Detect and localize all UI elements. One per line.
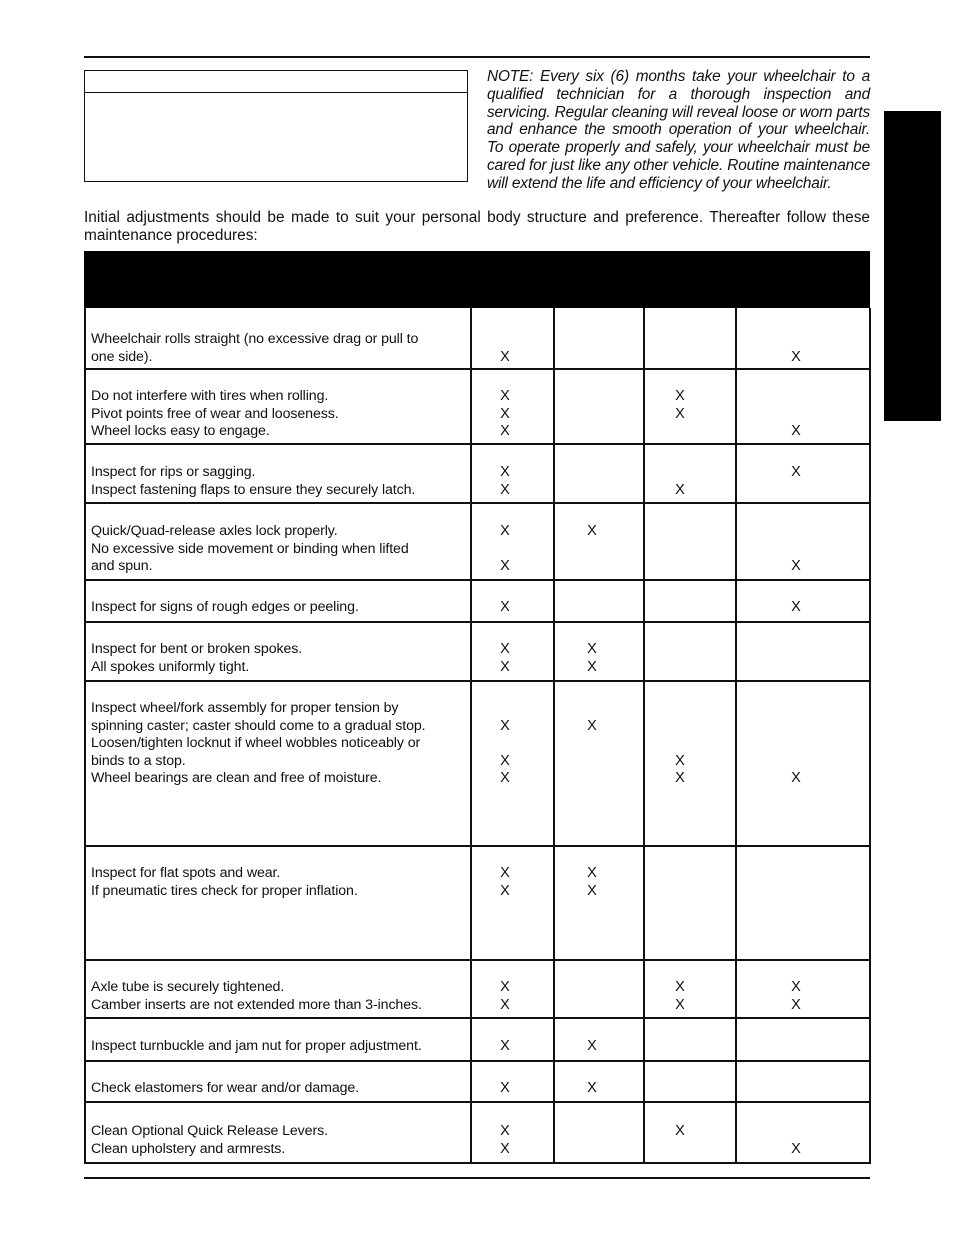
check-mark: X <box>791 464 801 480</box>
check-mark: X <box>675 405 685 422</box>
procedure-text: Wheel bearings are clean and free of moisture. <box>91 770 382 786</box>
check-mark: X <box>675 770 685 786</box>
check-mark: X <box>587 865 597 881</box>
check-mark: X <box>587 1080 597 1096</box>
check-mark: X <box>500 882 510 899</box>
procedure-text: No excessive side movement or binding when lifted <box>91 540 409 557</box>
procedure-text: Inspect for rips or sagging. <box>91 464 256 480</box>
section-tab <box>884 111 941 421</box>
row-divider <box>84 579 870 581</box>
check-mark: X <box>500 996 510 1013</box>
check-mark: X <box>791 348 801 365</box>
check-mark: X <box>587 882 597 899</box>
row-divider <box>84 621 870 623</box>
column-divider <box>643 308 645 1164</box>
column-divider <box>869 308 871 1164</box>
procedure-text: Pivot points free of wear and looseness. <box>91 405 339 422</box>
procedure-text: spinning caster; caster should come to a gradual stop. <box>91 717 426 734</box>
procedure-text: Inspect for flat spots and wear. <box>91 865 281 881</box>
check-mark: X <box>791 996 801 1013</box>
row-divider <box>84 1101 870 1103</box>
maintenance-note: NOTE: Every six (6) months take your wheelchair to a qualified technician for a thorough inspection and servicing. Regular cleaning will reveal loose or worn parts and enhance the smooth operation of your wheelchair. To operate properly and safely, your wheelchair must be cared for just like any other vehicle. Routine maintenance will extend the life and efficiency of your wheelchair. <box>487 68 870 192</box>
check-mark: X <box>500 658 510 675</box>
row-divider <box>84 368 870 370</box>
procedure-text: Clean Optional Quick Release Levers. <box>91 1123 328 1139</box>
procedure-text: Quick/Quad-release axles lock properly. <box>91 523 338 539</box>
row-divider <box>84 443 870 445</box>
procedure-text: binds to a stop. <box>91 752 186 769</box>
check-mark: X <box>500 348 510 365</box>
procedure-text: Loosen/tighten locknut if wheel wobbles noticeably or <box>91 735 421 751</box>
intro-paragraph: Initial adjustments should be made to suit your personal body structure and preference. Thereafter follow these maintenance procedures: <box>84 209 870 244</box>
column-divider <box>735 308 737 1164</box>
check-mark: X <box>500 464 510 480</box>
check-mark: X <box>500 1080 510 1096</box>
check-mark: X <box>791 1140 801 1157</box>
procedure-text: Wheel locks easy to engage. <box>91 423 270 439</box>
check-mark: X <box>500 770 510 786</box>
column-divider <box>470 308 472 1164</box>
check-mark: X <box>675 1123 685 1139</box>
procedure-text: Do not interfere with tires when rolling. <box>91 388 329 404</box>
procedure-text: If pneumatic tires check for proper inflation. <box>91 882 358 899</box>
check-mark: X <box>500 1038 510 1054</box>
row-divider <box>84 1017 870 1019</box>
check-mark: X <box>500 865 510 881</box>
check-mark: X <box>500 405 510 422</box>
check-mark: X <box>675 388 685 404</box>
check-mark: X <box>500 481 510 498</box>
check-mark: X <box>587 658 597 675</box>
check-mark: X <box>791 558 801 574</box>
check-mark: X <box>791 423 801 439</box>
check-mark: X <box>500 979 510 995</box>
row-divider <box>84 1162 870 1164</box>
table-header <box>84 251 870 308</box>
check-mark: X <box>675 481 685 498</box>
check-mark: X <box>500 1140 510 1157</box>
procedure-text: Wheelchair rolls straight (no excessive drag or pull to <box>91 331 419 347</box>
procedure-text: one side). <box>91 348 153 365</box>
column-divider <box>553 308 555 1164</box>
bottom-rule <box>84 1177 870 1179</box>
procedure-text: Axle tube is securely tightened. <box>91 979 285 995</box>
check-mark: X <box>500 717 510 734</box>
column-divider <box>84 308 86 1164</box>
check-mark: X <box>675 996 685 1013</box>
check-mark: X <box>791 599 801 615</box>
procedure-text: Inspect fastening flaps to ensure they securely latch. <box>91 481 416 498</box>
row-divider <box>84 959 870 961</box>
check-mark: X <box>500 599 510 615</box>
check-mark: X <box>500 752 510 769</box>
row-divider <box>84 502 870 504</box>
row-divider <box>84 1060 870 1062</box>
check-mark: X <box>500 423 510 439</box>
check-mark: X <box>500 388 510 404</box>
check-mark: X <box>500 1123 510 1139</box>
check-mark: X <box>791 979 801 995</box>
check-mark: X <box>587 717 597 734</box>
procedure-text: Inspect turnbuckle and jam nut for proper adjustment. <box>91 1038 422 1054</box>
check-mark: X <box>587 523 597 539</box>
check-mark: X <box>500 558 510 574</box>
check-mark: X <box>587 641 597 657</box>
heading-box-divider <box>85 92 467 93</box>
procedure-text: Inspect for bent or broken spokes. <box>91 641 303 657</box>
row-divider <box>84 680 870 682</box>
maintenance-table <box>84 251 870 1164</box>
procedure-text: Camber inserts are not extended more than 3-inches. <box>91 996 422 1013</box>
top-rule <box>84 56 870 58</box>
check-mark: X <box>500 641 510 657</box>
check-mark: X <box>675 752 685 769</box>
procedure-text: Clean upholstery and armrests. <box>91 1140 286 1157</box>
procedure-text: Inspect for signs of rough edges or peeling. <box>91 599 359 615</box>
procedure-text: Check elastomers for wear and/or damage. <box>91 1080 360 1096</box>
check-mark: X <box>587 1038 597 1054</box>
heading-box <box>84 70 468 182</box>
check-mark: X <box>675 979 685 995</box>
check-mark: X <box>791 770 801 786</box>
procedure-text: All spokes uniformly tight. <box>91 658 250 675</box>
procedure-text: and spun. <box>91 558 153 574</box>
procedure-text: Inspect wheel/fork assembly for proper tension by <box>91 700 399 716</box>
check-mark: X <box>500 523 510 539</box>
row-divider <box>84 845 870 847</box>
